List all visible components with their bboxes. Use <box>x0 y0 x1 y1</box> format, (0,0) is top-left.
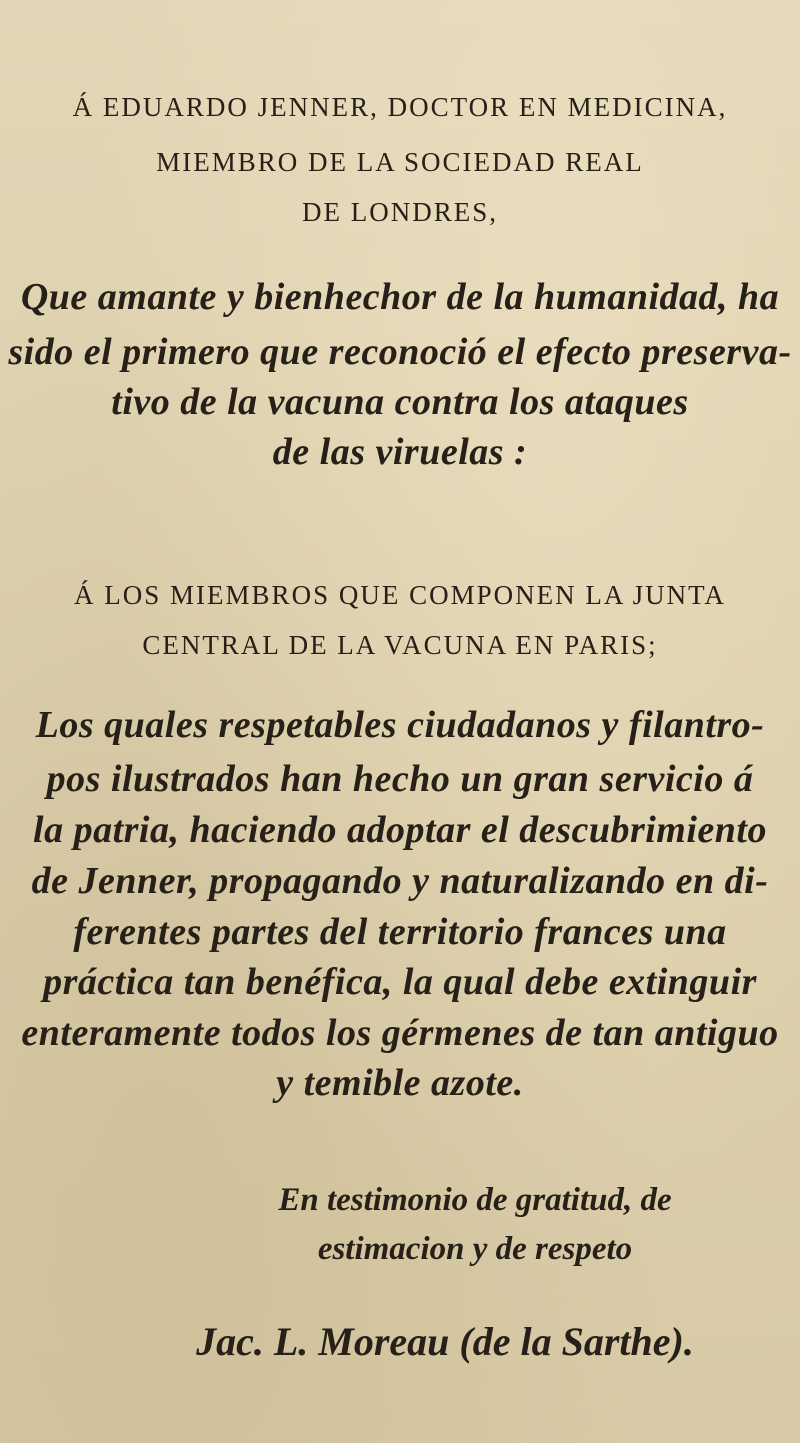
junta-body-line-8: y temible azote. <box>276 1062 524 1104</box>
junta-heading-line-1: Á LOS MIEMBROS QUE COMPONEN LA JUNTA <box>74 580 726 610</box>
junta-body-line-7: enteramente todos los gérmenes de tan antiguo <box>21 1012 779 1054</box>
signature: Jac. L. Moreau (de la Sarthe). <box>196 1319 694 1364</box>
jenner-heading-line-3: DE LONDRES, <box>302 197 498 227</box>
jenner-heading-line-1: Á EDUARDO JENNER, DOCTOR EN MEDICINA, <box>72 92 728 122</box>
closing-line-2: estimacion y de respeto <box>317 1231 633 1267</box>
jenner-body-line-1: Que amante y bienhechor de la humanidad, ha <box>20 276 780 318</box>
junta-heading-line-2: CENTRAL DE LA VACUNA EN PARIS; <box>142 630 658 660</box>
junta-body-line-6: práctica tan benéfica, la qual debe extinguir <box>43 961 757 1003</box>
jenner-heading-line-2: MIEMBRO DE LA SOCIEDAD REAL <box>156 147 644 177</box>
closing-line-1: En testimonio de gratitud, de <box>278 1182 672 1218</box>
jenner-body-line-2: sido el primero que reconoció el efecto preserva- <box>8 331 792 373</box>
jenner-body-line-3: tivo de la vacuna contra los ataques <box>111 381 689 423</box>
junta-body-line-2: pos ilustrados han hecho un gran servicio á <box>46 758 754 800</box>
junta-body-line-3: la patria, haciendo adoptar el descubrimiento <box>33 809 767 851</box>
junta-body-line-5: ferentes partes del territorio frances una <box>73 911 727 953</box>
junta-body-line-1: Los quales respetables ciudadanos y filantro- <box>35 704 765 746</box>
jenner-body-line-4: de las viruelas : <box>272 431 528 473</box>
junta-body-line-4: de Jenner, propagando y naturalizando en di- <box>31 860 769 902</box>
